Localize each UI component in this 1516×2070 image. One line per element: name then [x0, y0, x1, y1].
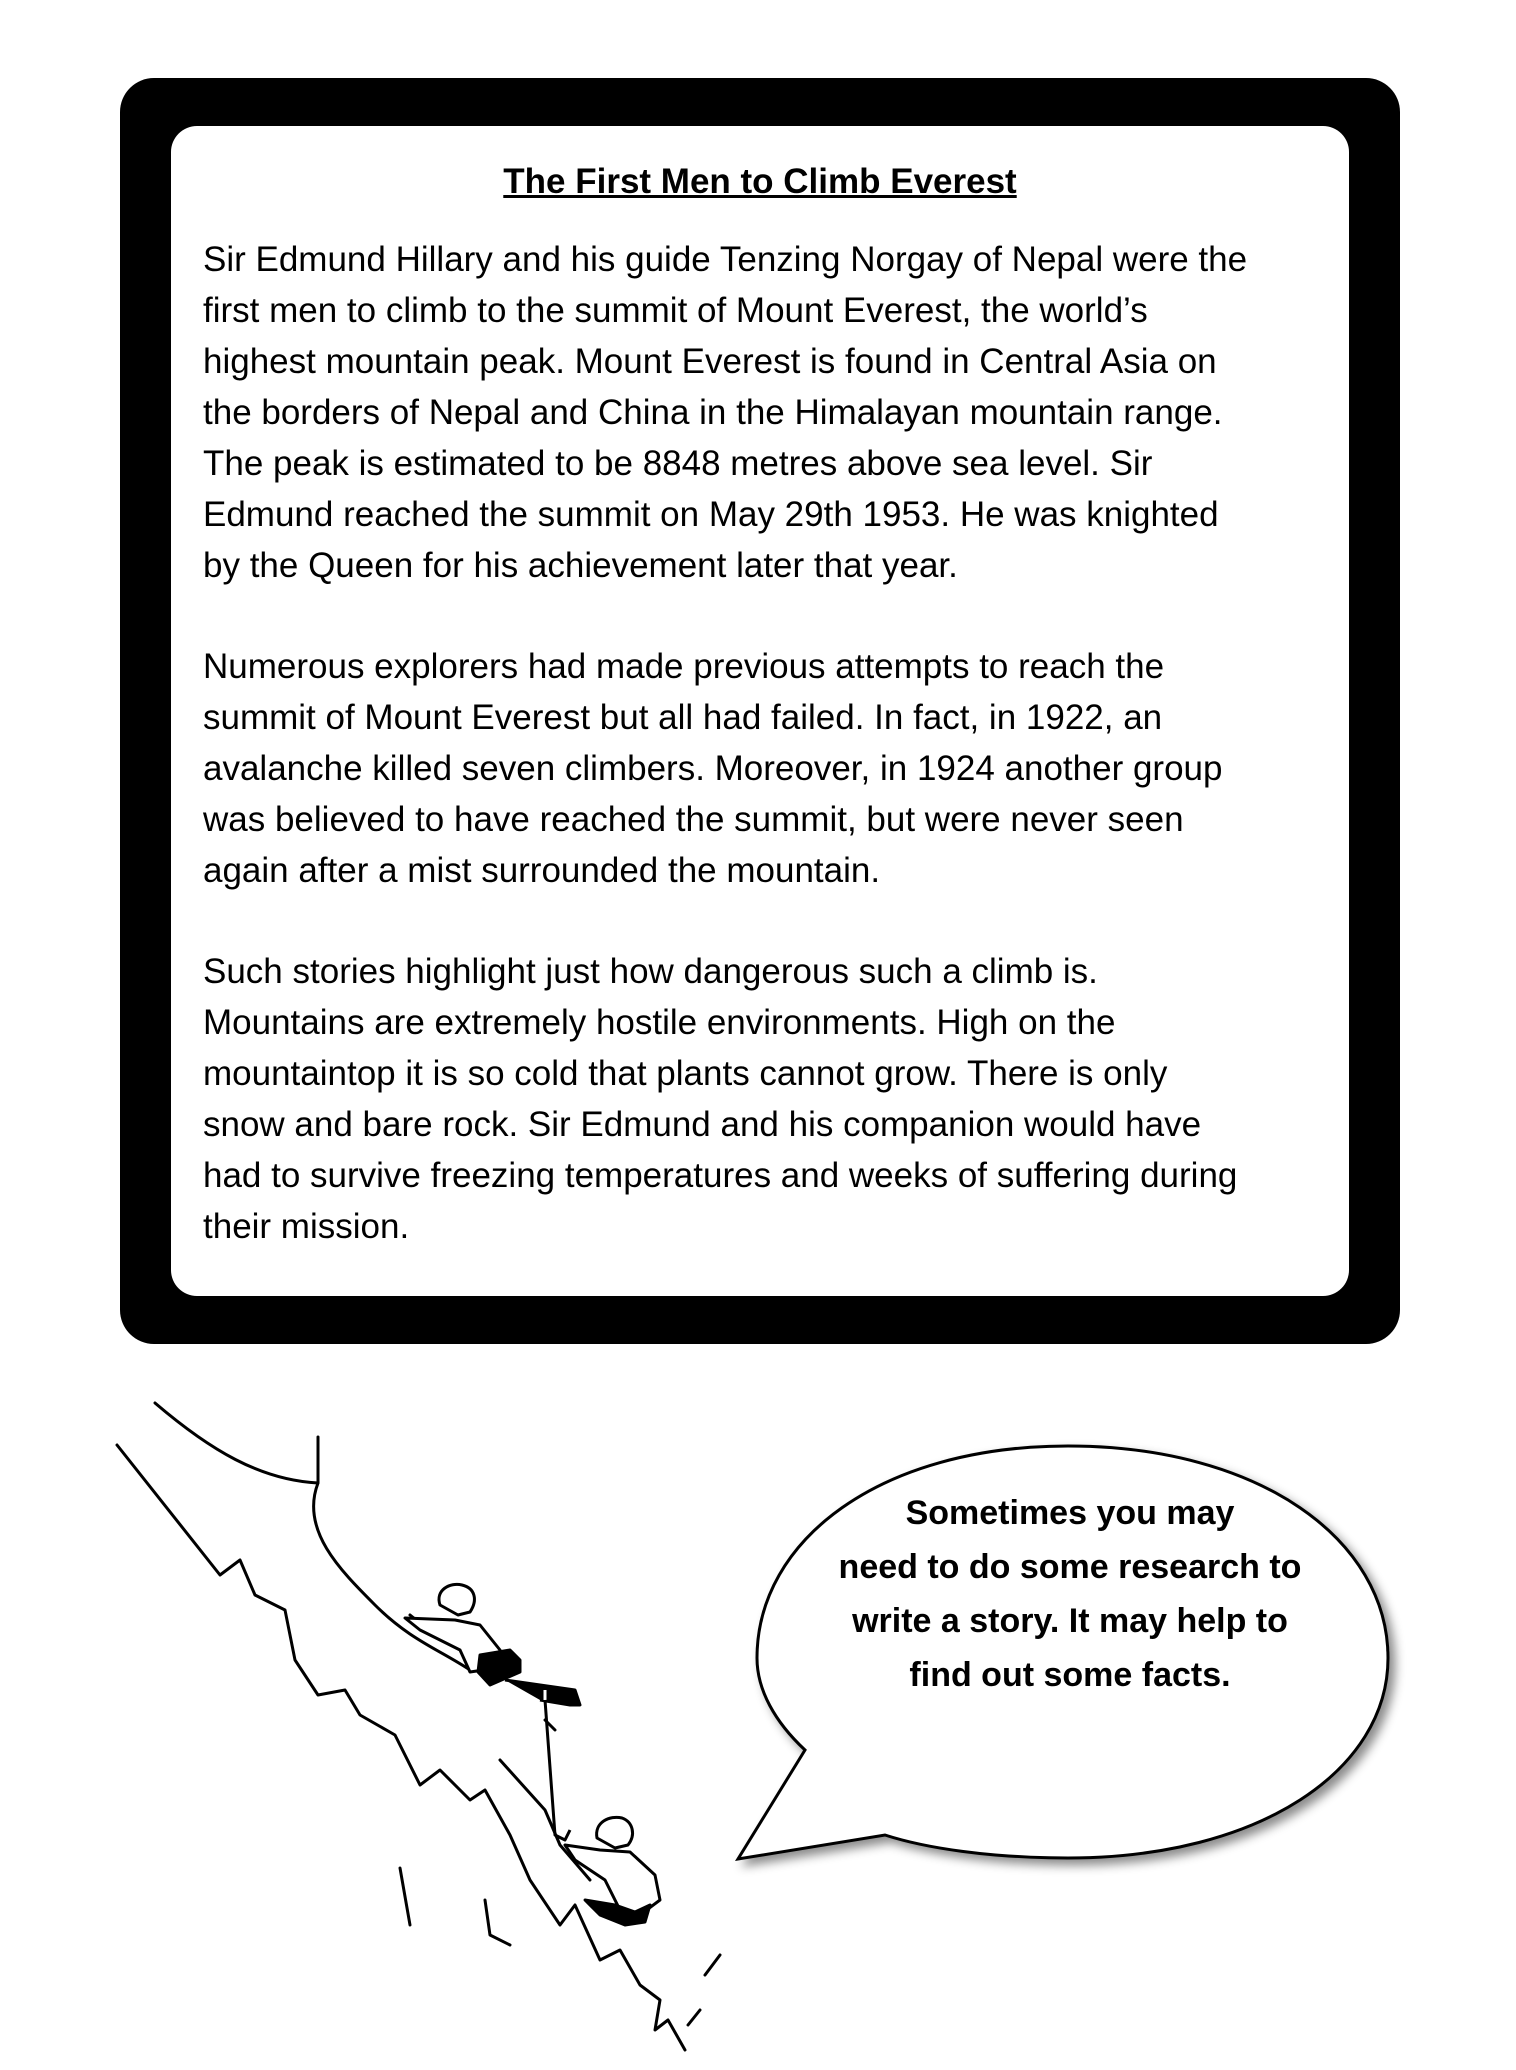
article-paragraph-1: Sir Edmund Hillary and his guide Tenzing Norgay of Nepal were the first men to climb to the summit of Mount Everest, the world’s highest mountain peak. Mount Everest is found in Central Asia on the borders of Nepal and China in the Himalayan mountain range. The peak is estimated to be 8848 metres above sea level. Sir Edmund reached the summit on May 29th 1953. He was knighted by the Queen for his achievement later that year.	[203, 240, 1248, 585]
mountain-drawing	[117, 1403, 720, 2050]
lower-climber-drawing	[565, 1817, 660, 1925]
article-paragraph-3: Such stories highlight just how dangerous such a climb is. Mountains are extremely hostile environments. High on the mountaintop it is so cold that plants cannot grow. There is only snow and bare rock. Sir Edmund and his companion would have had to survive freezing temperatures and weeks of suffering during their mission.	[203, 952, 1238, 1246]
article-title: The First Men to Climb Everest	[503, 162, 1017, 201]
climbers-illustration	[0, 1380, 1516, 2070]
speech-bubble-text: Sometimes you may need to do some research to write a story. It may help to find out some facts.	[838, 1494, 1302, 1694]
article-panel	[171, 126, 1349, 1296]
article-paragraph-2: Numerous explorers had made previous attempts to reach the summit of Mount Everest but all had failed. In fact, in 1922, an avalanche killed seven climbers. Moreover, in 1924 another group was believed to have reached the summit, but were never seen again after a mist surrounded the mountain.	[203, 647, 1223, 890]
